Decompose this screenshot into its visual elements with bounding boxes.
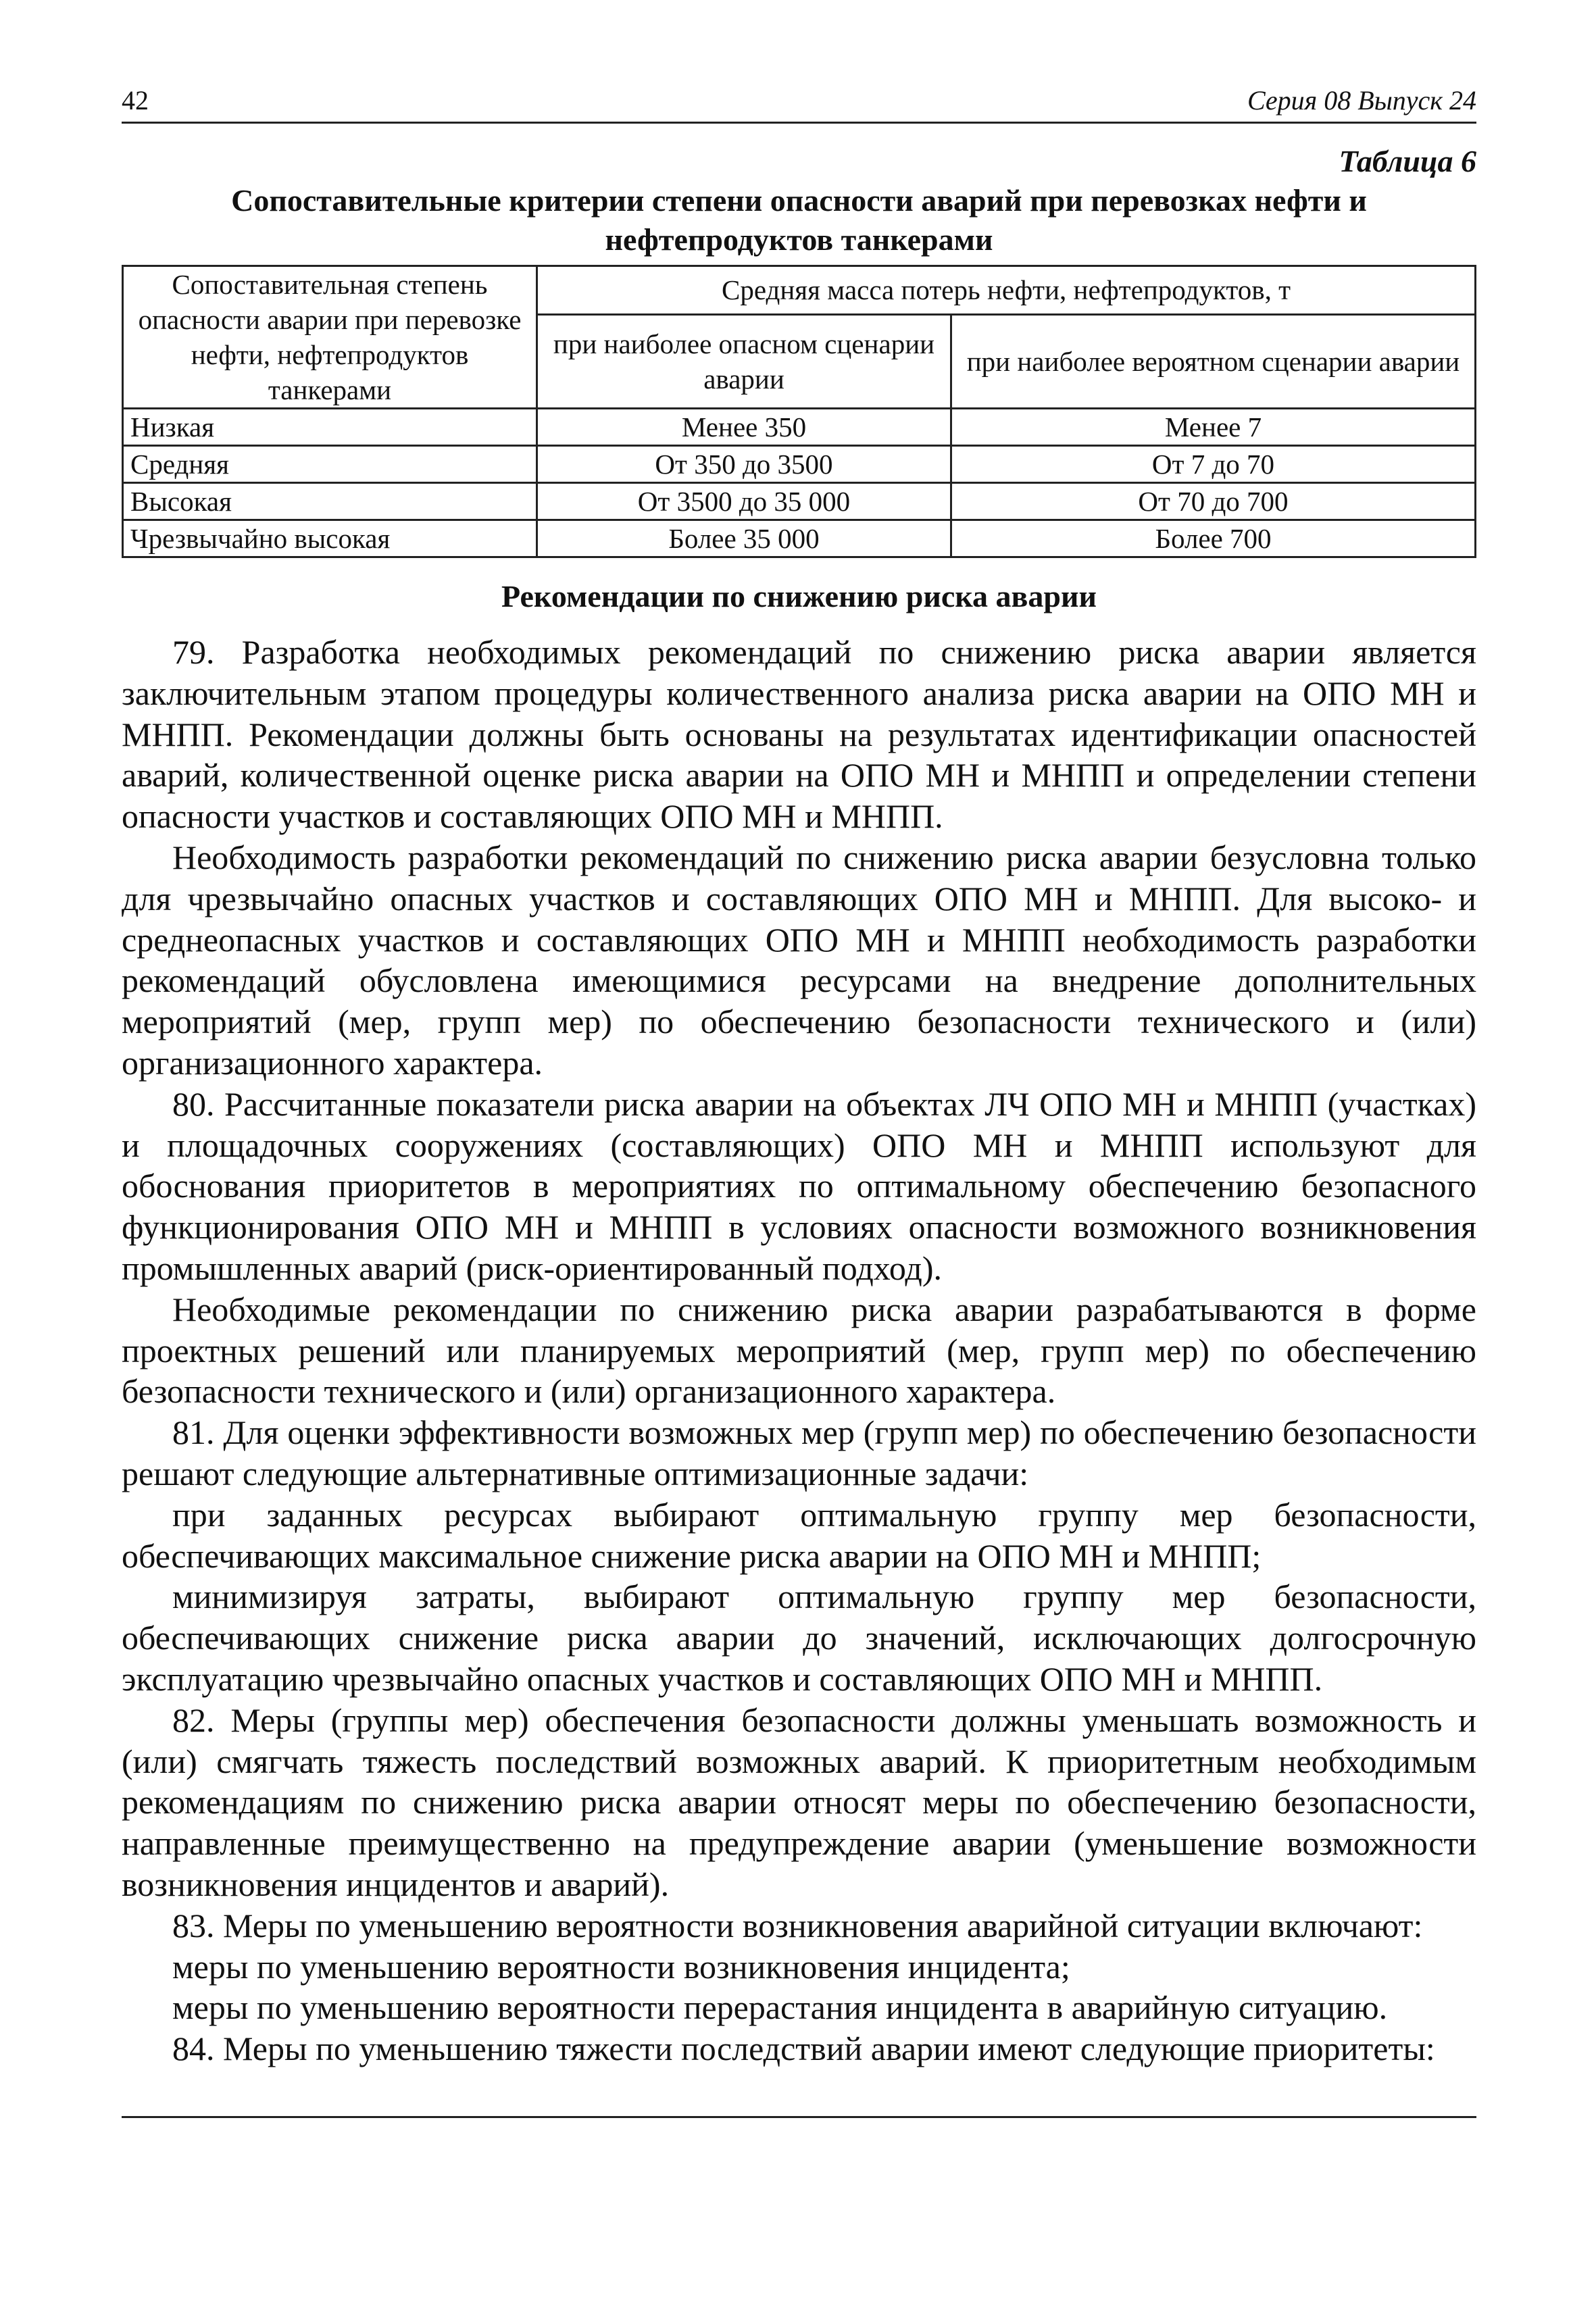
- paragraph-82: 82. Меры (группы мер) обеспечения безопасности должны уменьшать возможность и (или) смягчать тяжесть последствий возможных аварий. К приоритетным необходимым рекомендациям по снижению риска аварии относят меры по обеспечению безопасности, направленные преимущественно на предупреждение аварии (уменьшение возможности возникновения инцидентов и аварий).: [122, 1701, 1476, 1903]
- cell-level: Средняя: [123, 446, 537, 483]
- cell-level: Низкая: [123, 409, 537, 446]
- list-item: меры по уменьшению вероятности перерастания инцидента в аварийную ситуацию.: [172, 1988, 1388, 2027]
- column-header-probable: при наиболее вероятном сценарии аварии: [951, 314, 1476, 408]
- paragraph-79: 79. Разработка необходимых рекомендаций по снижению риска аварии является заключительным этапом процедуры количественного анализа риска аварии на ОПО МН и МНПП. Рекомендации должны быть основаны на результатах идентификации опасностей аварий, количественной оценке риска аварии на ОПО МН и МНПП и определении степени опасности участков и составляющих ОПО МН и МНПП.: [122, 633, 1476, 836]
- cell-probable: От 70 до 700: [951, 483, 1476, 520]
- footer-rule: [122, 2116, 1476, 2118]
- series-title: Серия 08 Выпуск 24: [1247, 85, 1476, 116]
- cell-probable: Менее 7: [951, 409, 1476, 446]
- running-header: [122, 80, 1476, 124]
- page-number: 42: [122, 85, 149, 116]
- cell-probable: Более 700: [951, 520, 1476, 557]
- cell-level: Высокая: [123, 483, 537, 520]
- table-row: [123, 446, 1476, 483]
- section-title: Рекомендации по снижению риска аварии: [501, 579, 1097, 613]
- table-row: [123, 483, 1476, 520]
- paragraph-81: 81. Для оценки эффективности возможных мер (групп мер) по обеспечению безопасности решают следующие альтернативные оптимизационные задачи:: [122, 1413, 1476, 1492]
- table-row: [123, 409, 1476, 446]
- cell-probable: От 7 до 70: [951, 446, 1476, 483]
- column-group-header: Средняя масса потерь нефти, нефтепродуктов, т: [537, 266, 1476, 315]
- list-item: минимизируя затраты, выбирают оптимальную группу мер безопасности, обеспечивающих снижение риска аварии до значений, исключающих долгосрочную эксплуатацию чрезвычайно опасных участков и составляющих ОПО МН и МНПП.: [122, 1578, 1476, 1698]
- table-row: [123, 520, 1476, 557]
- table-title: Сопоставительные критерии степени опасности аварий при перевозках нефти и нефтепродуктов танкерами: [231, 183, 1367, 257]
- cell-dangerous: Менее 350: [537, 409, 951, 446]
- paragraph: Необходимые рекомендации по снижению риска аварии разрабатываются в форме проектных решений или планируемых мероприятий (мер, групп мер) по обеспечению безопасности технического и (или) организационного характера.: [122, 1290, 1476, 1411]
- table-header-row: [123, 266, 1476, 315]
- list-item: при заданных ресурсах выбирают оптимальную группу мер безопасности, обеспечивающих максимальное снижение риска аварии на ОПО МН и МНПП;: [122, 1495, 1476, 1575]
- column-header-dangerous: при наиболее опасном сценарии аварии: [537, 314, 951, 408]
- column-header-level: Сопоставительная степень опасности аварии при перевозке нефти, нефтепродуктов танкерами: [123, 266, 537, 409]
- list-item: меры по уменьшению вероятности возникновения инцидента;: [172, 1947, 1070, 1986]
- cell-dangerous: От 3500 до 35 000: [537, 483, 951, 520]
- paragraph-84: 84. Меры по уменьшению тяжести последствий аварии имеют следующие приоритеты:: [172, 2030, 1435, 2068]
- cell-dangerous: От 350 до 3500: [537, 446, 951, 483]
- criteria-table: [122, 265, 1476, 558]
- body-text: [122, 632, 1476, 2069]
- cell-level: Чрезвычайно высокая: [123, 520, 537, 557]
- paragraph: Необходимость разработки рекомендаций по снижению риска аварии безусловна только для чрезвычайно опасных участков и составляющих ОПО МН и МНПП. Для высоко- и среднеопасных участков и составляющих ОПО МН и МНПП необходимость разработки рекомендаций обусловлена имеющимися ресурсами на внедрение дополнительных мероприятий (мер, групп мер) по обеспечению безопасности технического и (или) организационного характера.: [122, 838, 1476, 1082]
- paragraph-83: 83. Меры по уменьшению вероятности возникновения аварийной ситуации включают:: [172, 1906, 1423, 1944]
- cell-dangerous: Более 35 000: [537, 520, 951, 557]
- paragraph-80: 80. Рассчитанные показатели риска аварии на объектах ЛЧ ОПО МН и МНПП (участках) и площадочных сооружениях (составляющих) ОПО МН и МНПП используют для обоснования приоритетов в мероприятиях по оптимальному обеспечению безопасного функционирования ОПО МН и МНПП в условиях опасности возможного возникновения промышленных аварий (риск-ориентированный подход).: [122, 1084, 1476, 1287]
- table-label: Таблица 6: [1339, 144, 1476, 178]
